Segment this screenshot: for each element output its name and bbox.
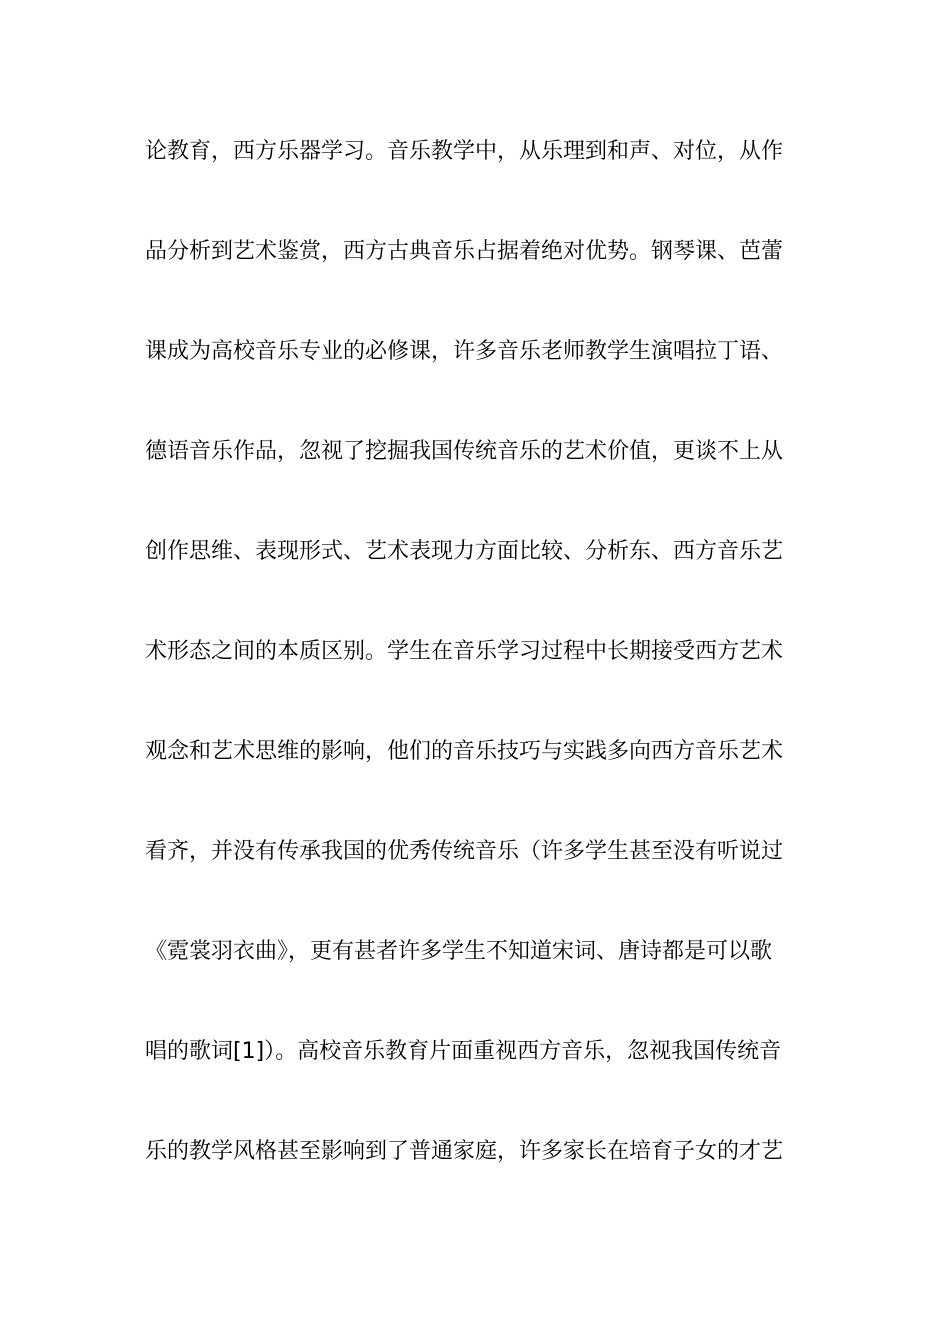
text-line: 《霓裳羽衣曲》，更有甚者许多学生不知道宋词、唐诗都是可以歌 — [145, 939, 773, 964]
text-line: 唱的歌词[1]）。高校音乐教育片面重视西方音乐，忽视我国传统音 — [145, 1039, 782, 1064]
text-line: 创作思维、表现形式、艺术表现力方面比较、分析东、西方音乐艺 — [145, 539, 784, 564]
text-line: 看齐，并没有传承我国的优秀传统音乐（许多学生甚至没有听说过 — [145, 839, 784, 864]
text-line: 观念和艺术思维的影响，他们的音乐技巧与实践多向西方音乐艺术 — [145, 739, 784, 764]
text-line: 论教育，西方乐器学习。音乐教学中，从乐理到和声、对位，从作 — [145, 139, 784, 164]
body-text — [145, 128, 810, 1228]
text-line: 德语音乐作品，忽视了挖掘我国传统音乐的艺术价值，更谈不上从 — [145, 439, 784, 464]
text-line: 术形态之间的本质区别。学生在音乐学习过程中长期接受西方艺术 — [145, 639, 784, 664]
text-line: 乐的教学风格甚至影响到了普通家庭，许多家长在培育子女的才艺 — [145, 1139, 784, 1164]
text-line: 课成为高校音乐专业的必修课，许多音乐老师教学生演唱拉丁语、 — [145, 339, 784, 364]
text-line: 品分析到艺术鉴赏，西方古典音乐占据着绝对优势。钢琴课、芭蕾 — [145, 239, 784, 264]
